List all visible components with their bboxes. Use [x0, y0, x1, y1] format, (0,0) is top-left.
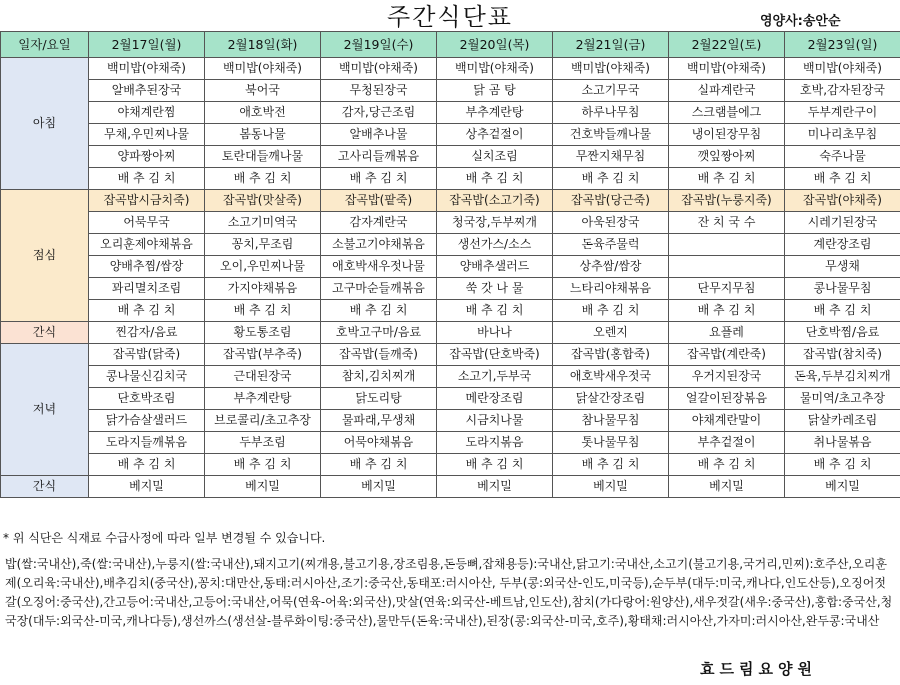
menu-item: 고사리들깨볶음 — [321, 146, 437, 168]
menu-item: 상추쌈/쌈장 — [553, 256, 669, 278]
menu-item: 배 추 김 치 — [321, 168, 437, 190]
menu-item: 배 추 김 치 — [553, 168, 669, 190]
menu-item: 아욱된장국 — [553, 212, 669, 234]
menu-item: 감자,당근조림 — [321, 102, 437, 124]
breakfast-row — [1, 58, 900, 80]
menu-item: 배 추 김 치 — [785, 300, 900, 322]
menu-item: 톳나물무침 — [553, 432, 669, 454]
menu-item: 양배추샐러드 — [437, 256, 553, 278]
menu-item: 배 추 김 치 — [89, 300, 205, 322]
day-header: 2월17일(월) — [89, 32, 205, 58]
footnote: * 위 식단은 식재료 수급사정에 따라 일부 변경될 수 있습니다. — [3, 531, 326, 545]
menu-item: 어묵무국 — [89, 212, 205, 234]
menu-item: 단호박찜/음료 — [785, 322, 900, 344]
menu-item: 잡곡밥(들깨죽) — [321, 344, 437, 366]
menu-item: 참나물무침 — [553, 410, 669, 432]
menu-item: 두부조림 — [205, 432, 321, 454]
menu-item: 돈육주물럭 — [553, 234, 669, 256]
menu-item: 잡곡밥(야채죽) — [785, 190, 900, 212]
lunch-row — [1, 212, 900, 234]
menu-item: 백미밥(야채죽) — [321, 58, 437, 80]
menu-item: 배 추 김 치 — [437, 454, 553, 476]
menu-item: 계란장조림 — [785, 234, 900, 256]
menu-item: 애호박새우젓나물 — [321, 256, 437, 278]
menu-item: 베지밀 — [553, 476, 669, 498]
menu-item: 얼갈이된장볶음 — [669, 388, 785, 410]
header-row — [1, 32, 900, 58]
menu-item: 브로콜리/초고추장 — [205, 410, 321, 432]
menu-item: 깻잎짱아찌 — [669, 146, 785, 168]
lunch-row — [1, 190, 900, 212]
menu-item: 소불고기야채볶음 — [321, 234, 437, 256]
menu-item: 잡곡밥(홍합죽) — [553, 344, 669, 366]
lunch-row — [1, 300, 900, 322]
menu-item: 닭살간장조림 — [553, 388, 669, 410]
menu-item: 어묵야채볶음 — [321, 432, 437, 454]
menu-item: 단호박조림 — [89, 388, 205, 410]
menu-item: 단무지무침 — [669, 278, 785, 300]
origin-info: 밥(쌀:국내산),죽(쌀:국내산),누룽지(쌀:국내산),돼지고기(찌개용,불고기용,장조림용,돈등뼈,잡채용등):국내산,닭고기:국내산,소고기(불고기용,국거리,민찌):호주산,오리훈제(오리육:국내산),배추김치(중국산),꽁치:대만산,동태:러시아산,조기:중국산,동태포:러시아산, 두부(콩:외국산-인도,미국등),순두부(대두:미국,캐나다,인도산등),오징어젓갈(오징어:중국산),간고등어:국내산,고등어:국내산,어묵(연육-어육:외국산),맛살(연육:외국산-베트남,인도산),참치(가다랑어:원양산),새우젓갈(새우:중국산),홍합:중국산,청국장(대두:외국산-미국,캐나다등),생선까스(생선살-블루화이팅:중국산),물만두(돈육:국내산),된장(콩:외국산-미국,호주),황태채:러시아산,가자미:러시아산,완두콩:국내산 — [5, 557, 893, 628]
menu-item: 느타리야채볶음 — [553, 278, 669, 300]
menu-item: 건호박들깨나물 — [553, 124, 669, 146]
menu-item: 찐감자/음료 — [89, 322, 205, 344]
menu-item: 무채,우민찌나물 — [89, 124, 205, 146]
dinner-row — [1, 344, 900, 366]
menu-item: 백미밥(야채죽) — [437, 58, 553, 80]
menu-item: 베지밀 — [205, 476, 321, 498]
breakfast-row — [1, 168, 900, 190]
menu-item: 바나나 — [437, 322, 553, 344]
page-title: 주간식단표 — [387, 3, 513, 31]
menu-item: 시레기된장국 — [785, 212, 900, 234]
menu-item: 백미밥(야채죽) — [89, 58, 205, 80]
menu-item — [669, 234, 785, 256]
corner-header: 일자/요일 — [1, 32, 89, 58]
menu-item: 배 추 김 치 — [437, 168, 553, 190]
menu-item: 호박,감자된장국 — [785, 80, 900, 102]
menu-item: 생선가스/소스 — [437, 234, 553, 256]
menu-item: 백미밥(야채죽) — [205, 58, 321, 80]
menu-item: 시금치나물 — [437, 410, 553, 432]
menu-item: 근대된장국 — [205, 366, 321, 388]
menu-item: 베지밀 — [437, 476, 553, 498]
menu-item: 배 추 김 치 — [669, 454, 785, 476]
menu-item: 소고기미역국 — [205, 212, 321, 234]
menu-item: 잡곡밥(참치죽) — [785, 344, 900, 366]
menu-item: 알배추된장국 — [89, 80, 205, 102]
breakfast-row — [1, 124, 900, 146]
menu-item: 꽁치,무조림 — [205, 234, 321, 256]
menu-item: 잡곡밥(당근죽) — [553, 190, 669, 212]
menu-item: 잡곡밥(닭죽) — [89, 344, 205, 366]
menu-item: 실치조림 — [437, 146, 553, 168]
menu-item: 배 추 김 치 — [669, 300, 785, 322]
menu-item: 참치,김치찌개 — [321, 366, 437, 388]
menu-item: 잡곡밥(단호박죽) — [437, 344, 553, 366]
menu-item: 배 추 김 치 — [785, 168, 900, 190]
dinner-row — [1, 432, 900, 454]
menu-item: 콩나물무침 — [785, 278, 900, 300]
menu-item: 배 추 김 치 — [321, 454, 437, 476]
snack1-row — [1, 322, 900, 344]
menu-item: 잡곡밥(맛살죽) — [205, 190, 321, 212]
menu-item: 오리훈제야채볶음 — [89, 234, 205, 256]
dinner-row — [1, 366, 900, 388]
menu-item: 우거지된장국 — [669, 366, 785, 388]
lunch-row — [1, 234, 900, 256]
menu-item: 물미역/초고추장 — [785, 388, 900, 410]
menu-item: 닭살카레조림 — [785, 410, 900, 432]
snack2-row — [1, 476, 900, 498]
menu-item: 잡곡밥(계란죽) — [669, 344, 785, 366]
menu-item: 야채계란찜 — [89, 102, 205, 124]
menu-item: 하루나무침 — [553, 102, 669, 124]
lunch-label: 점심 — [1, 190, 89, 322]
menu-item: 소고기무국 — [553, 80, 669, 102]
menu-item: 배 추 김 치 — [553, 454, 669, 476]
menu-item: 요플레 — [669, 322, 785, 344]
facility-signature: 효드림요양원 — [700, 660, 817, 678]
menu-item: 야채계란말이 — [669, 410, 785, 432]
menu-item: 닭가슴살샐러드 — [89, 410, 205, 432]
menu-item: 청국장,두부찌개 — [437, 212, 553, 234]
snack2-label: 간식 — [1, 476, 89, 498]
menu-item: 배 추 김 치 — [669, 168, 785, 190]
weekly-menu-table — [0, 31, 900, 498]
lunch-row — [1, 256, 900, 278]
menu-item: 오이,우민찌나물 — [205, 256, 321, 278]
menu-item: 토란대들깨나물 — [205, 146, 321, 168]
menu-item: 쑥 갓 나 물 — [437, 278, 553, 300]
menu-item: 냉이된장무침 — [669, 124, 785, 146]
menu-item: 배 추 김 치 — [553, 300, 669, 322]
menu-item: 실파계란국 — [669, 80, 785, 102]
menu-item: 양파짱아찌 — [89, 146, 205, 168]
snack1-label: 간식 — [1, 322, 89, 344]
menu-item: 소고기,두부국 — [437, 366, 553, 388]
menu-item: 배 추 김 치 — [437, 300, 553, 322]
day-header: 2월21일(금) — [553, 32, 669, 58]
menu-item: 도라지들깨볶음 — [89, 432, 205, 454]
menu-item: 무짠지채무침 — [553, 146, 669, 168]
menu-item: 오렌지 — [553, 322, 669, 344]
menu-item: 베지밀 — [89, 476, 205, 498]
menu-item: 배 추 김 치 — [321, 300, 437, 322]
menu-item: 잡곡밥시금치죽) — [89, 190, 205, 212]
menu-item: 베지밀 — [785, 476, 900, 498]
menu-item: 백미밥(야채죽) — [669, 58, 785, 80]
menu-item: 봄동나물 — [205, 124, 321, 146]
menu-item: 스크램블에그 — [669, 102, 785, 124]
day-header: 2월19일(수) — [321, 32, 437, 58]
menu-item: 무청된장국 — [321, 80, 437, 102]
breakfast-label: 아침 — [1, 58, 89, 190]
menu-item: 배 추 김 치 — [89, 168, 205, 190]
menu-item: 가지야채볶음 — [205, 278, 321, 300]
menu-item: 백미밥(야채죽) — [553, 58, 669, 80]
menu-item: 잡곡밥(누룽지죽) — [669, 190, 785, 212]
breakfast-row — [1, 146, 900, 168]
menu-item: 잡곡밥(팥죽) — [321, 190, 437, 212]
menu-item: 돈육,두부김치찌개 — [785, 366, 900, 388]
menu-item: 호박고구마/음료 — [321, 322, 437, 344]
menu-item: 배 추 김 치 — [785, 454, 900, 476]
lunch-row — [1, 278, 900, 300]
menu-item: 두부계란구이 — [785, 102, 900, 124]
menu-item: 북어국 — [205, 80, 321, 102]
day-header: 2월20일(목) — [437, 32, 553, 58]
dinner-row — [1, 410, 900, 432]
menu-item: 부추계란탕 — [437, 102, 553, 124]
menu-item: 닭도리탕 — [321, 388, 437, 410]
menu-item: 황도통조림 — [205, 322, 321, 344]
breakfast-row — [1, 80, 900, 102]
menu-item: 숙주나물 — [785, 146, 900, 168]
menu-item: 잔 치 국 수 — [669, 212, 785, 234]
menu-item: 베지밀 — [321, 476, 437, 498]
menu-item: 미나리초무침 — [785, 124, 900, 146]
day-header: 2월18일(화) — [205, 32, 321, 58]
menu-item: 애호박새우젓국 — [553, 366, 669, 388]
menu-item: 잡곡밥(소고기죽) — [437, 190, 553, 212]
menu-item: 콩나물신김치국 — [89, 366, 205, 388]
menu-item: 알배추나물 — [321, 124, 437, 146]
menu-item: 배 추 김 치 — [89, 454, 205, 476]
menu-item: 양배추찜/쌈장 — [89, 256, 205, 278]
menu-item: 부추겉절이 — [669, 432, 785, 454]
menu-item: 물파래,무생채 — [321, 410, 437, 432]
menu-item: 배 추 김 치 — [205, 168, 321, 190]
menu-item: 취나물볶음 — [785, 432, 900, 454]
menu-item: 잡곡밥(부추죽) — [205, 344, 321, 366]
dinner-row — [1, 454, 900, 476]
menu-item — [669, 256, 785, 278]
menu-item: 배 추 김 치 — [205, 300, 321, 322]
day-header: 2월22일(토) — [669, 32, 785, 58]
menu-item: 애호박전 — [205, 102, 321, 124]
nutritionist-name: 영양사:송안순 — [760, 14, 841, 29]
menu-item: 배 추 김 치 — [205, 454, 321, 476]
menu-item: 백미밥(야채죽) — [785, 58, 900, 80]
menu-item: 메란장조림 — [437, 388, 553, 410]
dinner-label: 저녁 — [1, 344, 89, 476]
breakfast-row — [1, 102, 900, 124]
menu-item: 부추계란탕 — [205, 388, 321, 410]
menu-item: 상추겉절이 — [437, 124, 553, 146]
menu-item: 감자계란국 — [321, 212, 437, 234]
dinner-row — [1, 388, 900, 410]
menu-item: 고구마순들깨볶음 — [321, 278, 437, 300]
menu-item: 닭 곰 탕 — [437, 80, 553, 102]
day-header: 2월23일(일) — [785, 32, 900, 58]
menu-item: 베지밀 — [669, 476, 785, 498]
menu-item: 도라지볶음 — [437, 432, 553, 454]
menu-item: 꽈리멸치조림 — [89, 278, 205, 300]
menu-item: 무생채 — [785, 256, 900, 278]
